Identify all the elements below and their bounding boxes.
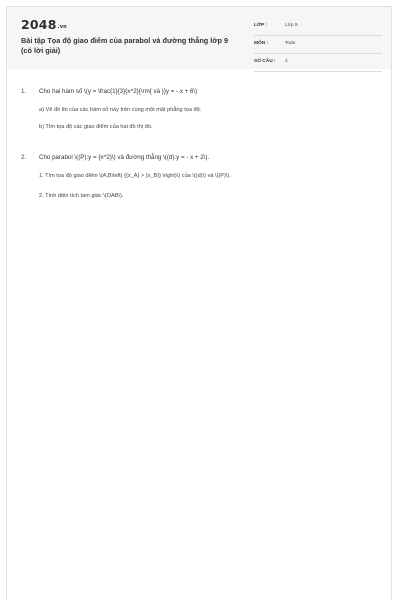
meta-value-question-count: 2 (285, 59, 288, 64)
question-text: Cho parabol \((P):y = {x^2}\) và đường thẳng \((d):y = - x + 2\). (39, 154, 210, 161)
question-number: 2. (21, 154, 27, 161)
meta-label-subject: MÔN : (254, 41, 269, 46)
meta-row-question-count (254, 56, 382, 72)
meta-row-subject (254, 38, 382, 54)
meta-value-class: Lớp 9 (285, 23, 298, 28)
question-text: Cho hai hàm số \(y = \frac{1}{3}{x^2}{\rm{ và }}y = - x + 6\) (39, 88, 198, 95)
logo-number: 2048 (21, 17, 57, 32)
question-part: 1. Tìm tọa độ giao điểm \(A,B\left( {{x_A} > {x_B}} \right)\) của \((d)\) và \((P)\). (39, 173, 231, 179)
document-page (6, 6, 392, 600)
meta-row-class (254, 20, 382, 36)
question-part: b) Tìm tọa độ các giao điểm của hai đồ thị đó. (39, 124, 153, 130)
meta-label-question-count: SỐ CÂU : (254, 59, 276, 64)
meta-panel (254, 20, 382, 72)
logo-suffix: .vn (57, 24, 67, 30)
question-part: a) Vẽ đồ thị của các hàm số này trên cùng một mặt phẳng tọa độ. (39, 107, 202, 113)
site-logo[interactable] (21, 17, 67, 32)
question-number: 1. (21, 88, 27, 95)
document-header (7, 7, 391, 69)
meta-value-subject: Toán (285, 41, 296, 46)
question-part: 2. Tính diện tích tam giác \(OAB\). (39, 193, 124, 199)
meta-label-class: LỚP : (254, 23, 268, 28)
document-title: Bài tập Tọa độ giao điểm của parabol và đường thẳng lớp 9 (có lời giải) (21, 36, 229, 55)
